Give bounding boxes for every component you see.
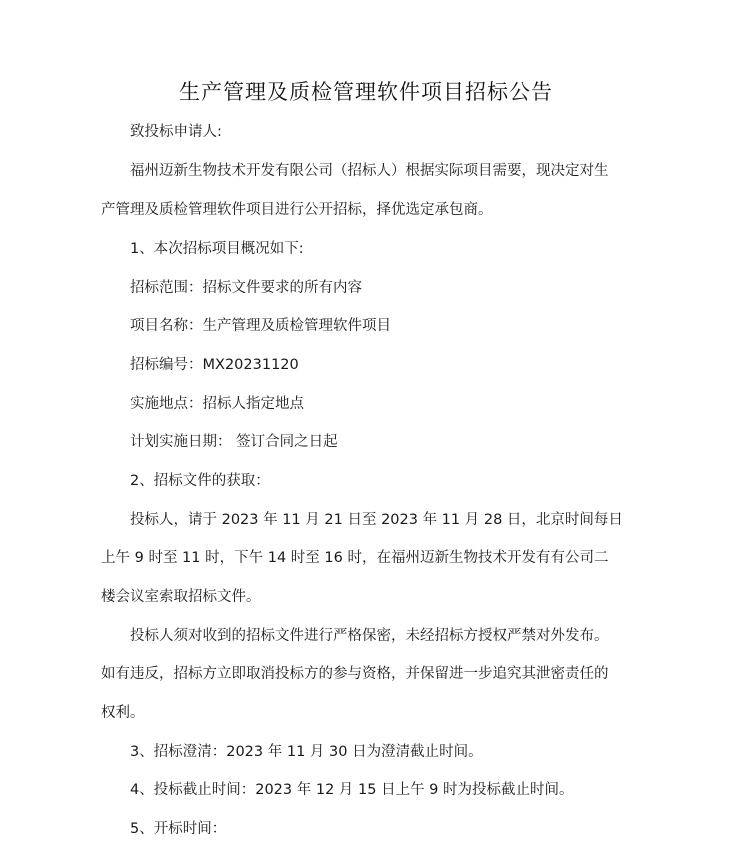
section-1-heading: 1、本次招标项目概况如下: xyxy=(130,241,304,257)
acquisition-paragraph-line-3: 楼会议室索取招标文件。 xyxy=(101,589,261,605)
confidentiality-paragraph-line-1: 投标人须对收到的招标文件进行严格保密，未经招标方授权严禁对外发布。 xyxy=(130,628,609,644)
section-4-deadline: 4、投标截止时间：2023 年 12 月 15 日上午 9 时为投标截止时间。 xyxy=(130,782,574,798)
implementation-site: 实施地点：招标人指定地点 xyxy=(130,396,304,412)
intro-paragraph-line-1: 福州迈新生物技术开发有限公司（招标人）根据实际项目需要，现决定对生 xyxy=(130,163,609,179)
confidentiality-paragraph-line-3: 权利。 xyxy=(101,705,145,721)
acquisition-paragraph-line-1: 投标人，请于 2023 年 11 月 21 日至 2023 年 11 月 28 日，北京时间每日 xyxy=(130,512,623,528)
intro-paragraph-line-2: 产管理及质检管理软件项目进行公开招标，择优选定承包商。 xyxy=(101,202,493,218)
acquisition-paragraph-line-2: 上午 9 时至 11 时，下午 14 时至 16 时，在福州迈新生物技术开发有有公司二 xyxy=(101,550,609,566)
document-title: 生产管理及质检管理软件项目招标公告 xyxy=(179,80,553,104)
planned-implementation-date: 计划实施日期： 签订合同之日起 xyxy=(130,434,338,450)
salutation: 致投标申请人: xyxy=(130,124,222,140)
project-name: 项目名称：生产管理及质检管理软件项目 xyxy=(130,318,391,334)
bid-scope: 招标范围：招标文件要求的所有内容 xyxy=(130,280,362,296)
section-2-heading: 2、招标文件的获取： xyxy=(130,473,270,489)
confidentiality-paragraph-line-2: 如有违反，招标方立即取消投标方的参与资格，并保留进一步追究其泄密责任的 xyxy=(101,666,609,682)
section-5-opening-time: 5、开标时间： xyxy=(130,821,227,837)
section-3-clarification: 3、招标澄清：2023 年 11 月 30 日为澄清截止时间。 xyxy=(130,744,483,760)
bid-number: 招标编号：MX20231120 xyxy=(130,357,299,373)
